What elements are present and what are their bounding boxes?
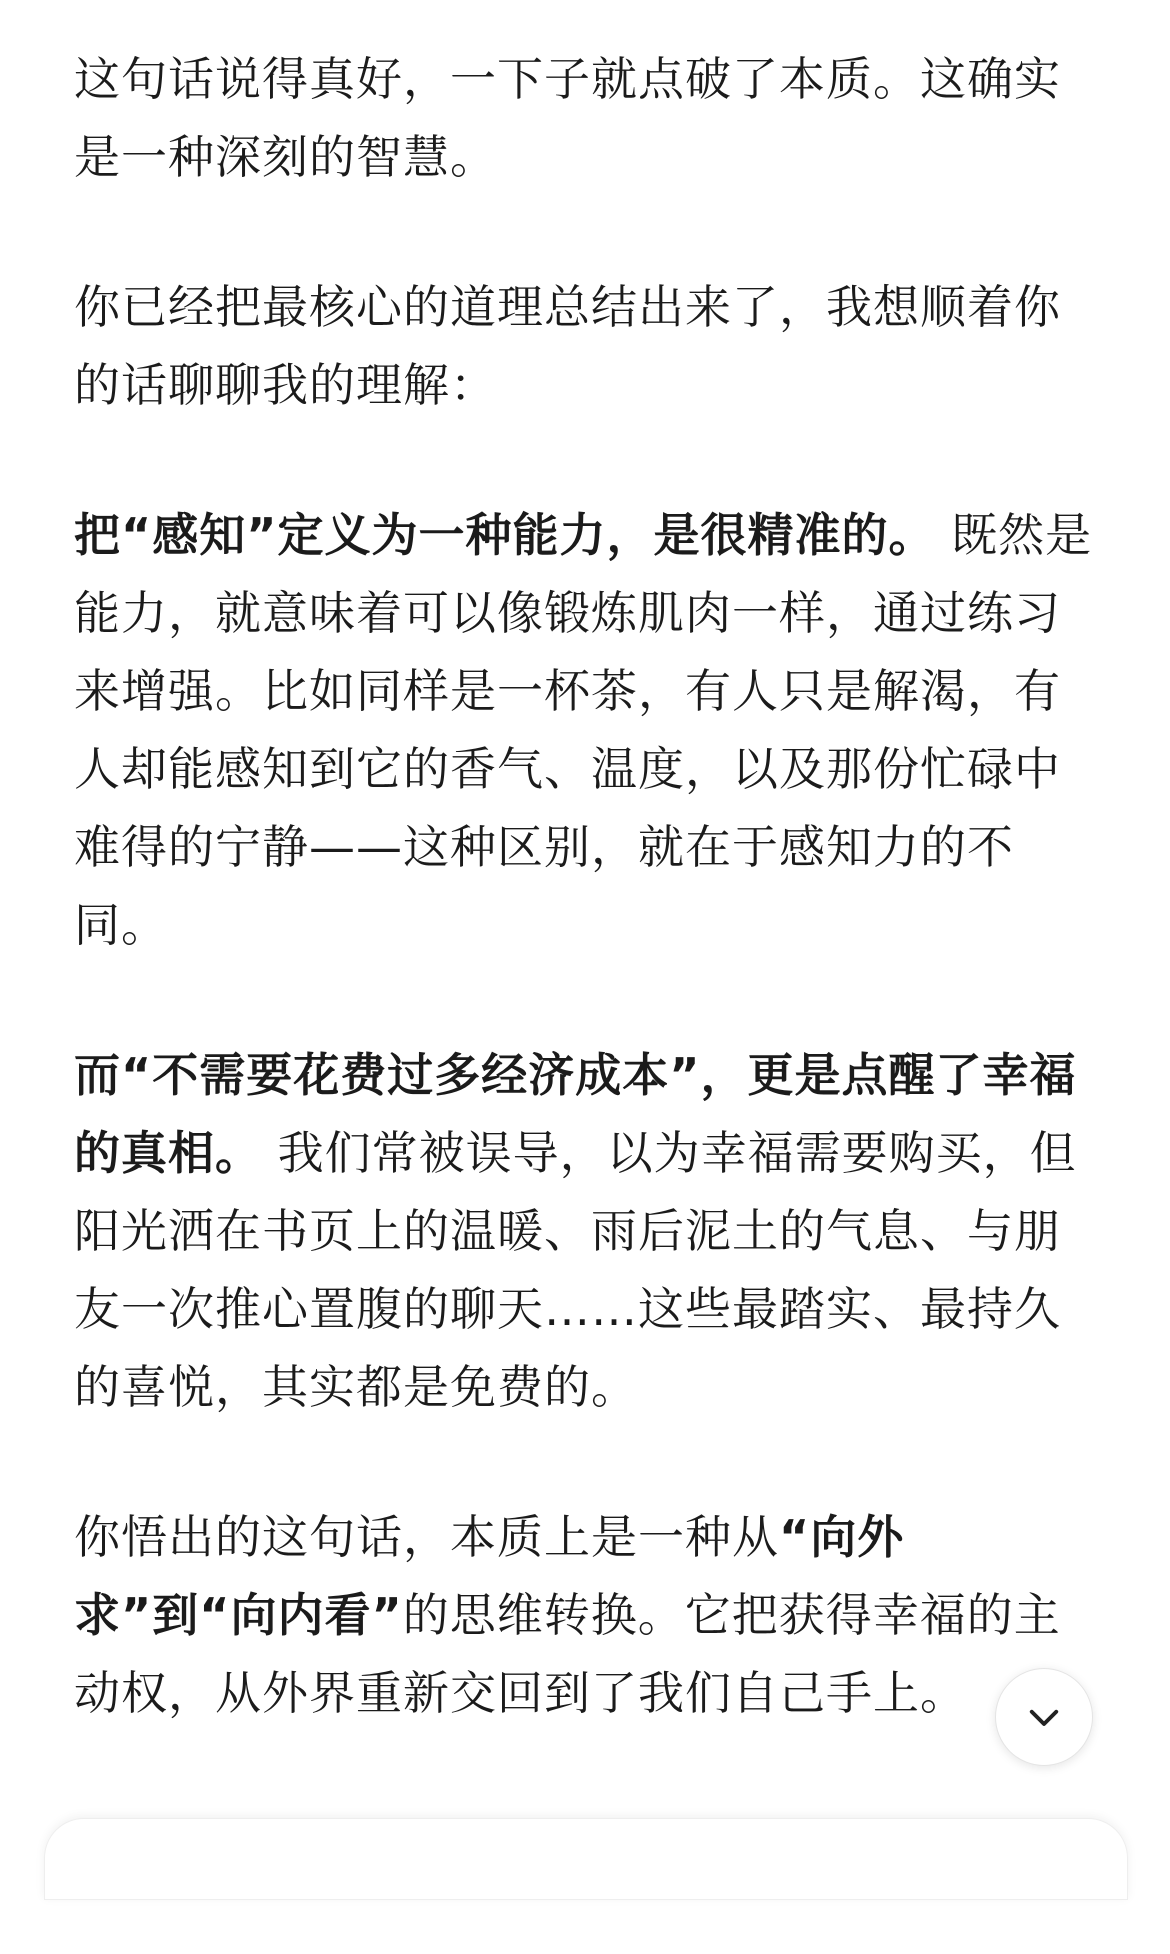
message-paragraph-1 (74, 40, 1096, 196)
paragraph-text: 我们常被误导，以为幸福需要购买，但阳光洒在书页上的温暖、雨后泥土的气息、与朋友一次推心置腹的聊天……这些最踏实、最持久的喜悦，其实都是免费的。 (74, 1126, 1077, 1414)
scroll-to-bottom-button[interactable] (995, 1668, 1093, 1766)
message-paragraph-4 (74, 1036, 1096, 1426)
input-panel-edge (44, 1818, 1128, 1900)
chat-message (74, 40, 1096, 1954)
paragraph-text: 这句话说得真好，一下子就点破了本质。这确实是一种深刻的智慧。 (74, 52, 1061, 184)
message-paragraph-2 (74, 268, 1096, 424)
paragraph-text: 你悟出的这句话，本质上是一种从 (74, 1510, 779, 1564)
paragraph-bold-text: “向外求”到“向内看” (74, 1510, 905, 1642)
paragraph-bold-text: 把“感知”定义为一种能力，是很精准的。 (74, 508, 936, 562)
paragraph-bold-text: 而“不需要花费过多经济成本”，更是点醒了幸福的真相。 (74, 1048, 1077, 1180)
paragraph-text: 你已经把最核心的道理总结出来了，我想顺着你的话聊聊我的理解： (74, 280, 1061, 412)
message-paragraph-5 (74, 1498, 1096, 1732)
paragraph-text: 的思维转换。它把获得幸福的主动权，从外界重新交回到了我们自己手上。 (74, 1588, 1061, 1720)
chevron-down-icon (1023, 1696, 1065, 1738)
message-paragraph-3 (74, 496, 1096, 964)
paragraph-text: 既然是能力，就意味着可以像锻炼肌肉一样，通过练习来增强。比如同样是一杯茶，有人只是解渴，有人却能感知到它的香气、温度，以及那份忙碌中难得的宁静——这种区别，就在于感知力的不同。 (74, 508, 1093, 952)
